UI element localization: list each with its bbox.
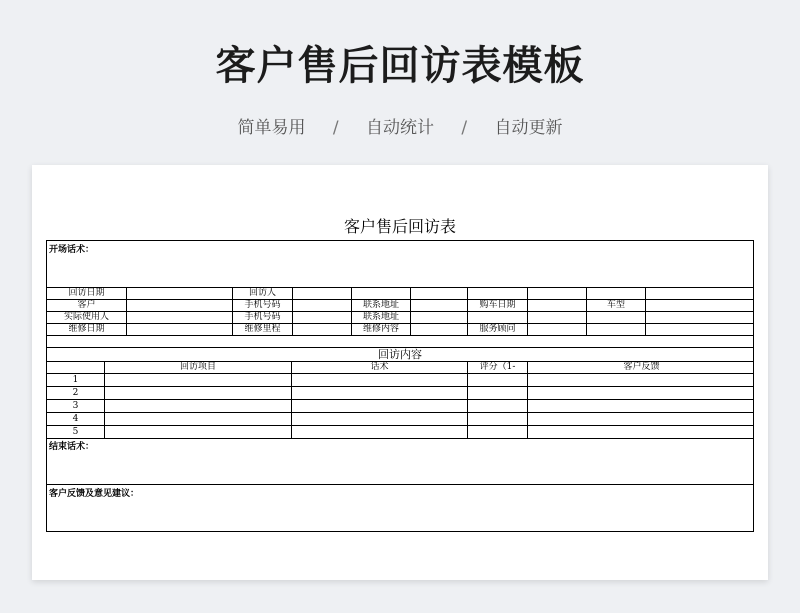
info-label xyxy=(468,288,528,299)
content-cell[interactable] xyxy=(468,426,528,438)
tag-separator: / xyxy=(332,118,339,138)
info-value-cell[interactable] xyxy=(646,324,755,335)
content-cell[interactable] xyxy=(292,387,468,399)
content-cell[interactable] xyxy=(528,400,755,412)
info-value-cell[interactable] xyxy=(528,300,587,311)
feature-tags xyxy=(0,113,800,138)
content-cell[interactable] xyxy=(468,400,528,412)
info-label: 维修日期 xyxy=(47,324,127,335)
content-cell[interactable] xyxy=(528,374,755,386)
row-number: 3 xyxy=(47,400,105,412)
info-label: 手机号码 xyxy=(233,300,293,311)
info-value-cell[interactable] xyxy=(293,288,352,299)
content-cell[interactable] xyxy=(292,426,468,438)
info-label xyxy=(468,312,528,323)
info-label: 维修里程 xyxy=(233,324,293,335)
info-label xyxy=(587,288,646,299)
info-value-cell[interactable] xyxy=(646,300,755,311)
visit-form-table xyxy=(46,240,754,532)
info-value-cell[interactable] xyxy=(411,300,468,311)
info-label: 回访人 xyxy=(233,288,293,299)
tag-easy: 简单易用 xyxy=(237,118,306,138)
content-cell[interactable] xyxy=(105,400,292,412)
info-label xyxy=(587,312,646,323)
feedback-block[interactable] xyxy=(47,485,753,531)
row-number: 2 xyxy=(47,387,105,399)
content-cell[interactable] xyxy=(528,426,755,438)
info-value-cell[interactable] xyxy=(127,312,233,323)
opening-script-block[interactable] xyxy=(47,241,753,288)
column-header: 回访项目 xyxy=(105,362,292,373)
info-label: 车型 xyxy=(587,300,646,311)
content-cell[interactable] xyxy=(468,374,528,386)
info-row xyxy=(47,324,753,336)
content-cell[interactable] xyxy=(292,400,468,412)
form-title: 客户售后回访表 xyxy=(343,217,456,236)
info-value-cell[interactable] xyxy=(528,324,587,335)
content-row xyxy=(47,400,753,413)
closing-script-block[interactable] xyxy=(47,438,753,485)
row-number: 1 xyxy=(47,374,105,386)
closing-script-label: 结束话术： xyxy=(49,442,95,452)
content-cell[interactable] xyxy=(468,413,528,425)
info-label: 客户 xyxy=(47,300,127,311)
column-header: 评分（1- xyxy=(468,362,528,373)
info-label: 实际使用人 xyxy=(47,312,127,323)
page-title: 客户售后回访表模板 xyxy=(215,43,585,89)
info-label xyxy=(587,324,646,335)
info-value-cell[interactable] xyxy=(646,312,755,323)
content-cell[interactable] xyxy=(528,413,755,425)
info-row xyxy=(47,300,753,312)
info-value-cell[interactable] xyxy=(127,324,233,335)
content-heading: 回访内容 xyxy=(47,348,753,362)
content-header-row xyxy=(47,362,753,374)
info-value-cell[interactable] xyxy=(411,312,468,323)
form-sheet xyxy=(32,165,768,580)
info-value-cell[interactable] xyxy=(293,324,352,335)
column-header xyxy=(47,362,105,373)
content-cell[interactable] xyxy=(105,387,292,399)
info-label: 手机号码 xyxy=(233,312,293,323)
content-cell[interactable] xyxy=(105,426,292,438)
column-header: 客户反馈 xyxy=(623,362,660,372)
tag-separator: / xyxy=(461,118,468,138)
info-value-cell[interactable] xyxy=(528,288,587,299)
content-cell[interactable] xyxy=(292,374,468,386)
info-row xyxy=(47,288,753,300)
row-number: 5 xyxy=(47,426,105,438)
info-row xyxy=(47,312,753,324)
tag-auto-stats: 自动统计 xyxy=(366,118,434,138)
info-value-cell[interactable] xyxy=(293,300,352,311)
info-value-cell[interactable] xyxy=(528,312,587,323)
info-value-cell[interactable] xyxy=(646,288,755,299)
info-value-cell[interactable] xyxy=(127,288,233,299)
info-label: 回访日期 xyxy=(47,288,127,299)
content-row xyxy=(47,374,753,387)
content-cell[interactable] xyxy=(105,413,292,425)
info-label xyxy=(352,288,411,299)
feedback-label: 客户反馈及意见建议： xyxy=(49,489,140,499)
info-value-cell[interactable] xyxy=(127,300,233,311)
content-cell[interactable] xyxy=(468,387,528,399)
content-cell[interactable] xyxy=(528,387,755,399)
content-row xyxy=(47,387,753,400)
blank-row xyxy=(47,336,753,348)
info-label: 购车日期 xyxy=(468,300,528,311)
info-value-cell[interactable] xyxy=(293,312,352,323)
row-number: 4 xyxy=(47,413,105,425)
column-header: 话术 xyxy=(292,362,468,373)
content-row xyxy=(47,413,753,426)
info-value-cell[interactable] xyxy=(411,324,468,335)
content-cell[interactable] xyxy=(105,374,292,386)
content-cell[interactable] xyxy=(292,413,468,425)
info-value-cell[interactable] xyxy=(411,288,468,299)
opening-script-label: 开场话术： xyxy=(49,245,95,255)
info-label: 维修内容 xyxy=(352,324,411,335)
info-label: 联系地址 xyxy=(352,312,411,323)
info-label: 联系地址 xyxy=(352,300,411,311)
info-label: 服务顾问 xyxy=(468,324,528,335)
tag-auto-update: 自动更新 xyxy=(494,118,563,138)
